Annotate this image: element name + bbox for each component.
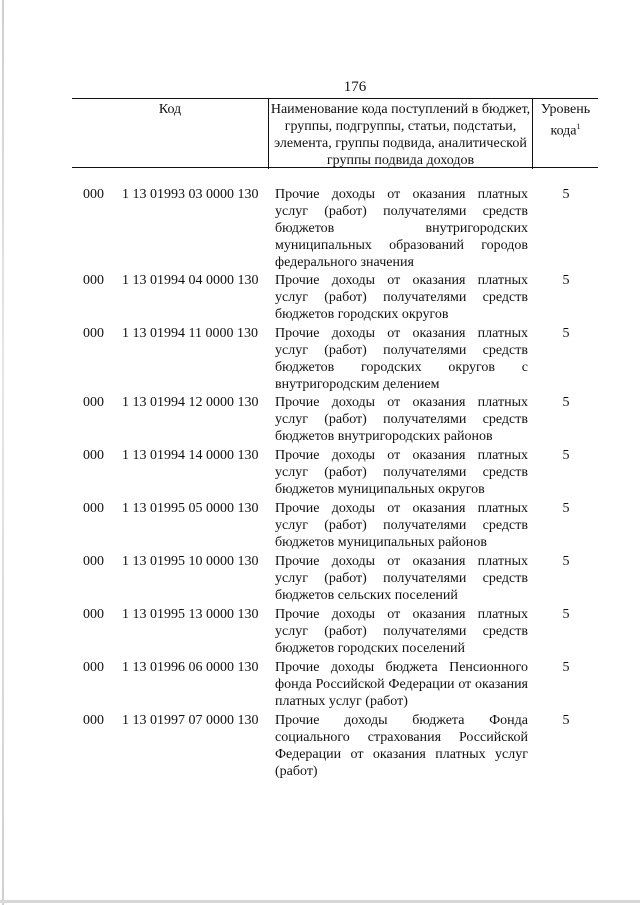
row-name: Прочие доходы от оказания платных услуг (работ) получателями средств бюджетов сельских поселений [275,554,528,603]
table-row [0,500,640,551]
row-prefix: 000 [83,554,104,569]
row-prefix: 000 [83,395,104,410]
table-row [0,712,640,780]
row-prefix: 000 [83,448,104,463]
table-row [0,272,640,323]
row-name: Прочие доходы от оказания платных услуг (работ) получателями средств бюджетов муниципальных округов [275,448,528,497]
row-name: Прочие доходы от оказания платных услуг (работ) получателями средств бюджетов городских округов с внутригородским делением [275,326,528,392]
row-level: 5 [562,607,570,622]
header-level-footnote: 1 [576,122,581,131]
row-code: 1 13 01994 11 0000 130 [122,326,258,341]
row-level: 5 [562,554,570,569]
row-level: 5 [562,448,570,463]
header-code [72,99,269,169]
row-prefix: 000 [83,501,104,516]
row-name: Прочие доходы от оказания платных услуг (работ) получателями средств бюджетов городских округов [275,273,528,322]
row-level: 5 [562,273,570,288]
header-level-label: Уровень кода [540,102,591,139]
header-code-label: Код [158,102,182,117]
table-row [0,447,640,498]
row-name: Прочие доходы от оказания платных услуг (работ) получателями средств бюджетов внутригородских районов [275,395,528,444]
row-prefix: 000 [83,187,104,202]
header-level [533,99,598,169]
row-prefix: 000 [83,607,104,622]
page-number: 176 [343,79,367,95]
row-code: 1 13 01996 06 0000 130 [122,660,259,675]
row-code: 1 13 01993 03 0000 130 [122,187,259,202]
row-name: Прочие доходы бюджета Фонда социального страхования Российской Федерации от оказания платных услуг (работ) [275,713,528,779]
row-level: 5 [562,660,570,675]
row-level: 5 [562,187,570,202]
scan-edge-bottom [0,900,640,903]
row-level: 5 [562,501,570,516]
table-row [0,659,640,710]
row-code: 1 13 01995 10 0000 130 [122,554,259,569]
header-name [269,99,533,169]
row-name: Прочие доходы от оказания платных услуг (работ) получателями средств бюджетов городских поселений [275,607,528,656]
table-row [0,325,640,393]
row-code: 1 13 01994 14 0000 130 [122,448,259,463]
table-header [72,98,598,168]
table-body [0,186,640,780]
row-code: 1 13 01995 13 0000 130 [122,607,259,622]
row-prefix: 000 [83,326,104,341]
row-prefix: 000 [83,713,104,728]
table-row [0,186,640,271]
row-code: 1 13 01994 04 0000 130 [122,273,259,288]
table-row [0,606,640,657]
row-level: 5 [562,326,570,341]
row-prefix: 000 [83,273,104,288]
row-code: 1 13 01994 12 0000 130 [122,395,259,410]
header-name-label: Наименование кода поступлений в бюджет, группы, подгруппы, статьи, подстатьи, элемента, группы подвида, аналитической группы подвида доходов [270,102,531,168]
row-name: Прочие доходы от оказания платных услуг (работ) получателями средств бюджетов внутригородских муниципальных образований городов федерального значения [275,187,528,270]
row-level: 5 [562,395,570,410]
row-prefix: 000 [83,660,104,675]
row-code: 1 13 01995 05 0000 130 [122,501,259,516]
table-row [0,394,640,445]
row-code: 1 13 01997 07 0000 130 [122,713,259,728]
row-level: 5 [562,713,570,728]
row-name: Прочие доходы бюджета Пенсионного фонда Российской Федерации от оказания платных услуг (работ) [275,660,528,709]
row-name: Прочие доходы от оказания платных услуг (работ) получателями средств бюджетов муниципальных районов [275,501,528,550]
table-row [0,553,640,604]
